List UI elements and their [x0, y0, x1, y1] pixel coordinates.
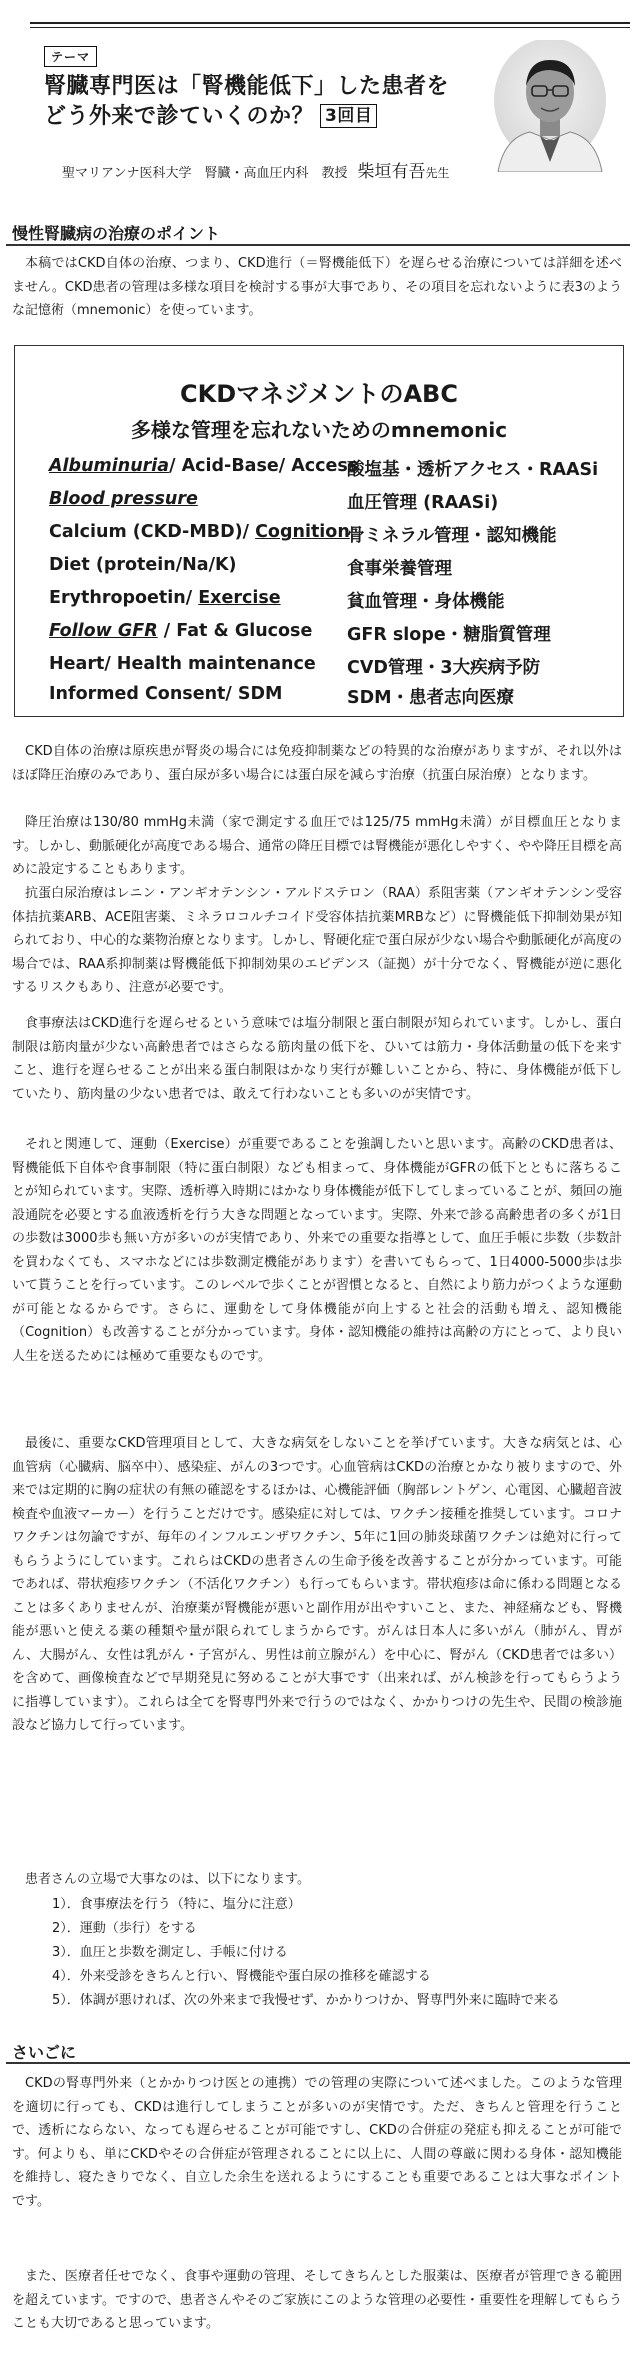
section-heading-treatment: 慢性腎臓病の治療のポイント	[12, 224, 221, 243]
abc-row-i	[49, 684, 609, 714]
abc-row-h	[49, 654, 609, 684]
paragraph-conclusion-2: また、医療者任せでなく、食事や運動の管理、そしてきちんとした服薬は、医療者が管理できる範囲を超えています。ですので、患者さんやそのご家族にこのような管理の必要性・重要性を理解してもらうことも大切であると思っています。	[12, 2269, 622, 2331]
abc-rest: / Acid-Base/ Access	[169, 456, 359, 476]
article-title	[44, 72, 484, 132]
abc-row-d	[49, 555, 609, 585]
abc-right-a: 酸塩基・透析アクセス・RAASi	[347, 460, 599, 480]
abc-left-d	[49, 555, 237, 575]
abc-title: CKDマネジメントのABC	[180, 380, 458, 408]
abc-right-d: 食事栄養管理	[347, 559, 452, 579]
author-affiliation	[62, 157, 450, 182]
paragraph-bp-target: 降圧治療は130/80 mmHg未満（家で測定する血圧では125/75 mmHg未満）が目標血圧となります。しかし、動脈硬化が高度である場合、通常の降圧目標では腎機能が悪化しやすく、やや降圧目標を高めに設定することもあります。	[12, 815, 622, 877]
list-item: 2）．運動（歩行）をする	[52, 1921, 197, 1936]
abc-right-f: GFR slope・糖脂質管理	[347, 625, 551, 645]
abc-rest: / Fat & Glucose	[157, 621, 313, 641]
section-rule-conclusion	[6, 2062, 630, 2064]
author-name: 柴垣有吾	[357, 162, 426, 182]
header-rule	[30, 22, 630, 24]
title-line-2-text: どう外来で診ていくのか？	[44, 104, 315, 129]
abc-keyword: Albuminuria	[49, 456, 170, 476]
abc-left-f	[49, 621, 312, 641]
abc-left-i	[49, 684, 282, 704]
abc-right-h: CVD管理・3大疾病予防	[347, 658, 541, 678]
list-item: 5）．体調が悪ければ、次の外来まで我慢せず、かかりつけか、腎専門外来に臨時で来る	[52, 1993, 560, 2008]
list-item: 3）．血圧と歩数を測定し、手帳に付ける	[52, 1945, 288, 1960]
paragraph-conclusion-1: CKDの腎専門外来（とかかりつけ医との連携）での管理の実際について述べました。このような管理を適切に行っても、CKDは進行してしまうことが多いのが実情です。ただ、きちんと管理を行うことで、透析にならない、なっても遅らせることが可能ですし、CKDの合併症の発症も抑えることが可能です。何よりも、単にCKDやその合併症が管理されることに以上に、人間の尊厳に関わる身体・認知機能を維持し、寝たきりでなく、自立した余生を送れるようにすることも重要であることは大事なポイントです。	[12, 2076, 622, 2209]
author-honorific: 先生	[425, 166, 450, 180]
paragraph-ckd-treatment: CKD自体の治療は原疾患が腎炎の場合には免疫抑制薬などの特異的な治療がありますが、それ以外はほぼ降圧治療のみであり、蛋白尿が多い場合には蛋白尿を減らす治療（抗蛋白尿治療）となります。	[12, 744, 622, 783]
patient-checklist	[52, 1893, 612, 2013]
abc-left-c	[49, 522, 350, 542]
abc-right-e: 貧血管理・身体機能	[347, 592, 505, 612]
theme-tag: テーマ	[44, 46, 97, 67]
abc-row-e	[49, 588, 609, 618]
abc-left-a	[49, 456, 358, 476]
abc-rest: Diet (protein/Na/K)	[49, 555, 237, 575]
intro-paragraph: 本稿ではCKD自体の治療、つまり、CKD進行（＝腎機能低下）を遅らせる治療については詳細を述べません。CKD患者の管理は多様な項目を検討する事が大事であり、その項目を忘れないように表3のような記憶術（mnemonic）を使っています。	[12, 256, 622, 318]
ckd-abc-box	[14, 345, 624, 717]
abc-keyword: Follow GFR	[49, 621, 158, 641]
paragraph-diet: 食事療法はCKD進行を遅らせるという意味では塩分制限と蛋白制限が知られています。しかし、蛋白制限は筋肉量が少ない高齢患者ではさらなる筋肉量の低下を、ひいては筋力・身体活動量の低下を来すこと、進行を遅らせることが出来る蛋白制限はかなり実行が難しいことから、特に、身体機能が低下していたり、筋肉量の少ない患者では、敢えて行わないことも多いのが実情です。	[12, 1016, 622, 1102]
round-badge: 3回目	[320, 104, 377, 128]
abc-row-c	[49, 522, 609, 552]
abc-keyword: Blood pressure	[49, 489, 198, 509]
abc-right-b: 血圧管理 (RAASi)	[347, 493, 499, 513]
abc-keyword: Cognition	[255, 522, 350, 542]
list-item: 4）．外来受診をきちんと行い、腎機能や蛋白尿の推移を確認する	[52, 1969, 431, 1984]
abc-subtitle: 多様な管理を忘れないためのmnemonic	[130, 418, 508, 442]
abc-rest: Heart/ Health maintenance	[49, 654, 316, 674]
abc-rest: Calcium (CKD-MBD)/	[49, 522, 256, 542]
abc-left-e	[49, 588, 281, 608]
section-heading-conclusion: さいごに	[12, 2043, 77, 2062]
paragraph-antiproteinuria: 抗蛋白尿治療はレニン・アンギオテンシン・アルドステロン（RAA）系阻害薬（アンギオテンシン受容体拮抗薬ARB、ACE阻害薬、ミネラロコルチコイド受容体拮抗薬MRBなど）に腎機能低下抑制効果が知られており、中心的な薬物治療となります。しかし、腎硬化症で蛋白尿が少ない場合や動脈硬化が高度の場合では、RAA系抑制薬は腎機能低下抑制効果のエビデンス（証拠）が十分でなく、腎機能が逆に悪化するリスクもあり、注意が必要です。	[12, 886, 622, 995]
abc-left-b	[49, 489, 198, 509]
abc-left-h	[49, 654, 316, 674]
abc-rest: Informed Consent/ SDM	[49, 684, 283, 704]
list-item: 1）．食事療法を行う（特に、塩分に注意）	[52, 1897, 301, 1912]
abc-keyword: Exercise	[198, 588, 281, 608]
paragraph-patient-points: 患者さんの立場で大事なのは、以下になります。	[25, 1872, 310, 1887]
affiliation-text: 聖マリアンナ医科大学 腎臓・高血圧内科 教授	[62, 166, 348, 181]
author-portrait	[490, 40, 610, 172]
abc-right-i: SDM・患者志向医療	[347, 688, 515, 708]
title-line-1: 腎臓専門医は「腎機能低下」した患者を	[44, 74, 450, 99]
abc-row-a	[49, 456, 609, 486]
title-line-2	[44, 102, 484, 132]
abc-rest: Erythropoetin/	[49, 588, 199, 608]
paragraph-exercise: それと関連して、運動（Exercise）が重要であることを強調したいと思います。高齢のCKD患者は、腎機能低下自体や食事制限（特に蛋白制限）なども相まって、身体機能がGFRの低下とともに落ちることが知られています。実際、透析導入時期にはかなり身体機能が低下してしまっていることが、頻回の施設通院を必要とする血液透析を行う大きな問題となっています。実際、外来で診る高齢患者の多くが1日の歩数は3000歩も無い方が多いのが実情であり、外来での重要な指導として、血圧手帳に歩数（歩数計を買わなくても、スマホなどには歩数測定機能があります）を書いてもらって、1日4000-5000歩は歩いて貰うことを行っています。このレベルで歩くことが習慣となると、自然により筋力がつくような運動が可能となるからです。さらに、運動をして身体機能が向上すると社会的活動も増え、認知機能（Cognition）も改善することが分かっています。身体・認知機能の維持は高齢の方にとって、より良い人生を送るためには極めて重要なものです。	[12, 1137, 622, 1364]
abc-row-f	[49, 621, 609, 651]
abc-right-c: 骨ミネラル管理・認知機能	[347, 526, 557, 546]
paragraph-major-illness: 最後に、重要なCKD管理項目として、大きな病気をしないことを挙げています。大きな病気とは、心血管病（心臓病、脳卒中）、感染症、がんの3つです。心血管病はCKDの治療とかなり被りますので、外来では定期的に胸の症状の有無の確認をするほかは、心機能評価（胸部レントゲン、心電図、心臓超音波検査や血液マーカー）を行うことだけです。感染症に対しては、ワクチン接種を推奨しています。コロナワクチンは勿論ですが、毎年のインフルエンザワクチン、5年に1回の肺炎球菌ワクチンは絶対に行ってもらうようにしています。これらはCKDの患者さんの生命予後を改善することが分かっています。可能であれば、帯状疱疹ワクチン（不活化ワクチン）も行ってもらいます。帯状疱疹は命に係わる問題となることは多くありませんが、治療薬が腎機能が悪いと副作用が出やすいこと、また、神経痛なども、腎機能が悪いと使える薬の種類や量が限られてしまうからです。がんは日本人に多いがん（肺がん、胃がん、大腸がん、女性は乳がん・子宮がん、男性は前立腺がん）を中心に、腎がん（CKD患者では多い）を含めて、画像検査などで早期発見に努めることが大事です（出来れば、がん検診を行ってもらうように指導しています）。これらは全てを腎専門外来で行うのではなく、かかりつけの先生や、民間の検診施設など協力して行っています。	[12, 1436, 622, 1733]
section-rule-treatment	[6, 244, 630, 246]
header-rule-thin	[30, 27, 630, 28]
abc-row-b	[49, 489, 609, 519]
